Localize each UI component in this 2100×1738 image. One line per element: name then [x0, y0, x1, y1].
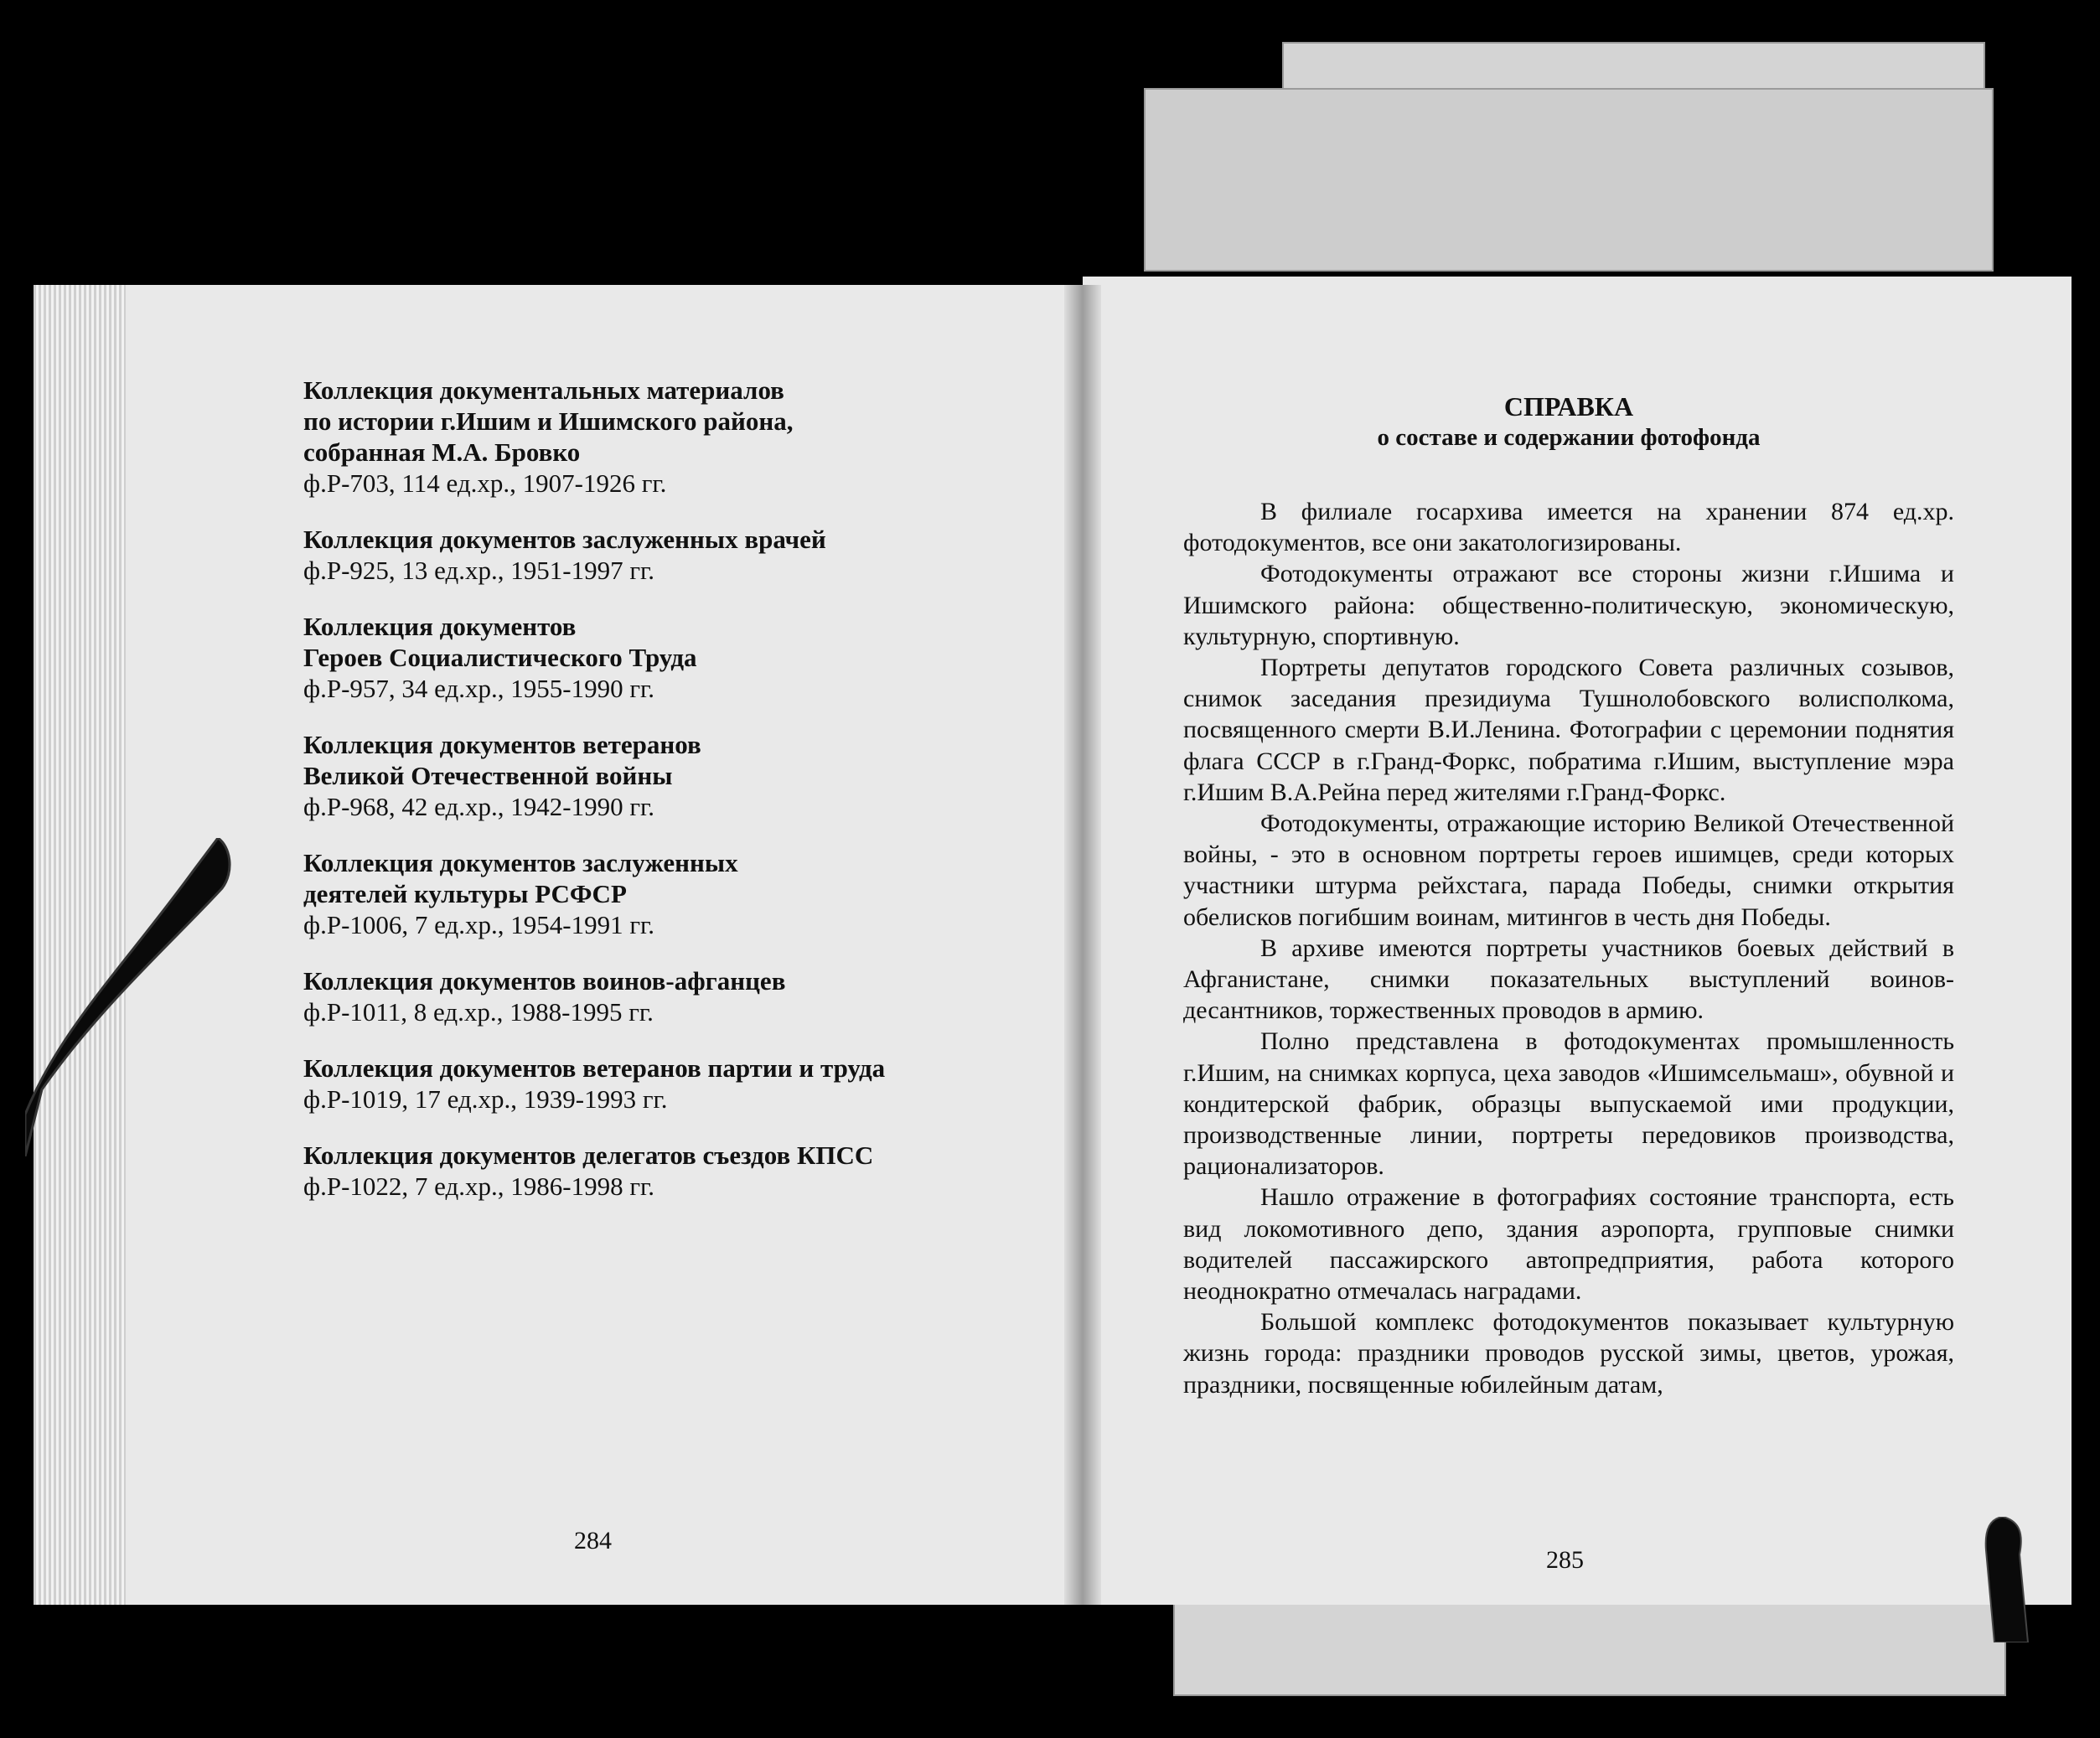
collection-title: Коллекция документов ветеранов партии и труда [303, 1053, 886, 1083]
paragraph: Фотодокументы отражают все стороны жизни г.Ишима и Ишимского района: общественно-политическую, экономическую, культурную, спортивную. [1183, 560, 1954, 650]
collection-title: Коллекция документов делегатов съездов КПСС [303, 1141, 874, 1170]
collection-entry [303, 524, 991, 586]
collection-title: Коллекция документов заслуженных врачей [303, 525, 826, 554]
page-number-left: 284 [574, 1527, 612, 1554]
collection-entry [303, 847, 991, 940]
collection-meta: ф.Р-703, 114 ед.хр., 1907-1926 гг. [303, 468, 667, 498]
collection-meta: ф.Р-1006, 7 ед.хр., 1954-1991 гг. [303, 910, 655, 939]
paragraph: Фотодокументы, отражающие историю Великой Отечественной войны, - это в основном портреты героев ишимцев, среди которых участники штурма рейхстага, парада Победы, снимки открытия обелисков погибшим воинам, митингов в честь дня Победы. [1183, 810, 1954, 931]
collection-meta: ф.Р-968, 42 ед.хр., 1942-1990 гг. [303, 792, 655, 821]
collection-meta: ф.Р-1011, 8 ед.хр., 1988-1995 гг. [303, 997, 654, 1027]
book-gutter [1064, 285, 1101, 1605]
paragraph: Нашло отражение в фотографиях состояние транспорта, есть вид локомотивного депо, здания аэропорта, групповые снимки водителей пассажирского автопредприятия, работа которого неоднократно отмечалась наградами. [1183, 1183, 1954, 1306]
collection-meta: ф.Р-1022, 7 ед.хр., 1986-1998 гг. [303, 1172, 655, 1201]
heading-subtitle: о составе и содержании фотофонда [1377, 424, 1761, 451]
collection-entry [303, 1140, 991, 1202]
page-number-right: 285 [1546, 1546, 1584, 1574]
book-block-upper [1144, 88, 1994, 272]
bookmark-ribbon [25, 838, 277, 1156]
collection-title: Коллекция документов воинов-афганцев [303, 966, 786, 996]
collection-title: Коллекция документов Героев Социалистического Труда [303, 612, 697, 672]
collection-entry [303, 375, 991, 499]
paragraph: Большой комплекс фотодокументов показывает культурную жизнь города: праздники проводов русской зимы, цветов, урожая, праздники, посвященные юбилейным датам, [1183, 1308, 1954, 1399]
collection-meta: ф.Р-1019, 17 ед.хр., 1939-1993 гг. [303, 1084, 668, 1114]
collection-title: Коллекция документов заслуженных деятелей культуры РСФСР [303, 848, 738, 908]
bookmark-ribbon-right [1978, 1517, 2036, 1642]
collection-meta: ф.Р-957, 34 ед.хр., 1955-1990 гг. [303, 674, 655, 703]
collection-entry [303, 729, 991, 822]
collection-title: Коллекция документов ветеранов Великой Отечественной войны [303, 730, 701, 790]
paragraph: Полно представлена в фотодокументах промышленность г.Ишим, на снимках корпуса, цеха заводов «Ишимсельмаш», обувной и кондитерской фабрик, образцы выпускаемой ими продукции, производственные линии, портреты передовиков производства, рационализаторов. [1183, 1027, 1954, 1181]
paragraph: В филиале госархива имеется на хранении 874 ед.хр. фотодокументов, все они закатологизированы. [1183, 498, 1954, 557]
paragraph: Портреты депутатов городского Совета различных созывов, снимок заседания президиума Тушнолобовского волисполкома, посвященного смерти В.И.Ленина. Фотографии с церемонии поднятия флага СССР в г.Гранд-Форкс, побратима г.Ишим, выступление мэра г.Ишим В.А.Рейна перед жителями г.Гранд-Форкс. [1183, 654, 1954, 806]
collection-entry [303, 611, 991, 704]
body-text [1183, 496, 1954, 1400]
collection-meta: ф.Р-925, 13 ед.хр., 1951-1997 гг. [303, 556, 655, 585]
collection-list [303, 375, 991, 1227]
collection-title: Коллекция документальных материалов по истории г.Ишим и Ишимского района, собранная М.А. Бровко [303, 375, 794, 467]
page-heading [1183, 391, 1954, 453]
heading-title: СПРАВКА [1503, 391, 1634, 422]
paragraph: В архиве имеются портреты участников боевых действий в Афганистане, снимки показательных выступлений воинов-десантников, торжественных проводов в армию. [1183, 934, 1954, 1025]
collection-entry [303, 1053, 991, 1115]
collection-entry [303, 965, 991, 1027]
